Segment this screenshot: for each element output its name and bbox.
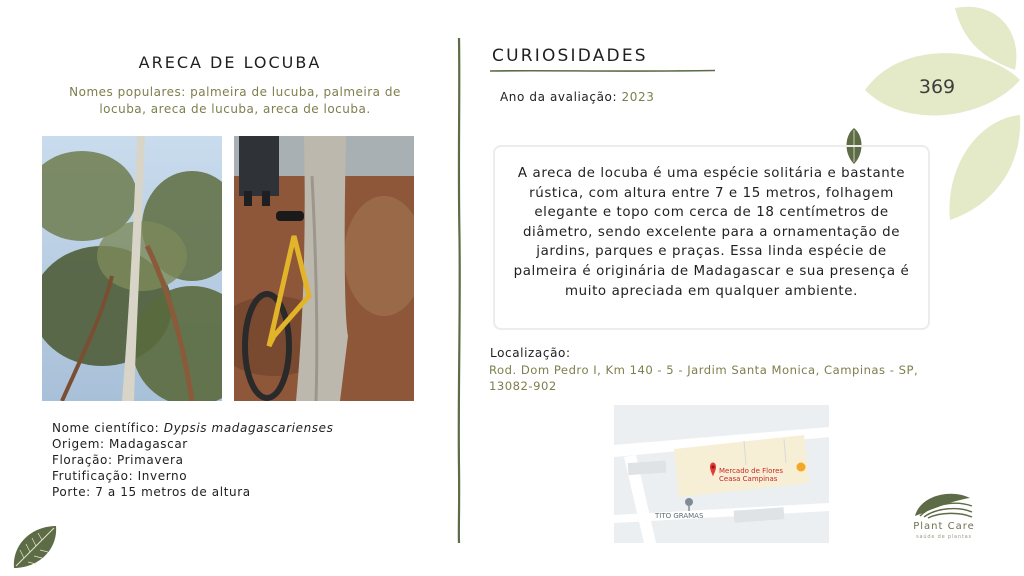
map-secondary-place: TITO GRAMAS <box>655 512 704 520</box>
curiosities-underline <box>490 68 715 74</box>
popular-names: Nomes populares: palmeira de lucuba, palmeira de locuba, areca de lucuba, areca de locuba. <box>69 85 401 116</box>
species-title: ARECA DE LOCUBA <box>138 53 322 72</box>
brand-name: Plant Care <box>913 521 975 532</box>
fruiting-row: Frutificação: Inverno <box>52 469 188 483</box>
flowering-row: Floração: Primavera <box>52 453 184 467</box>
brand-tagline: saúde de plantas <box>916 534 972 540</box>
palm-tree-photo <box>42 136 222 401</box>
scientific-name-label: Nome científico: <box>52 421 164 435</box>
map-place-name-line2: Ceasa Campinas <box>719 475 778 483</box>
bicycle-illustration <box>234 136 414 401</box>
map-place-name <box>719 467 783 483</box>
size-row: Porte: 7 a 15 metros de altura <box>52 485 251 499</box>
curiosities-text: A areca de locuba é uma espécie solitária e bastante rústica, com altura entre 7 e 15 metros, folhagem elegante e topo com cerca de 18 centímetros de diâmetro, sendo excelente para a ornamentação de jardins, parques e praças. Essa linda espécie de palmeira é originária de Madagascar e sua presença é muito apreciada em qualquer ambiente. <box>513 166 910 299</box>
location-address: Rod. Dom Pedro I, Km 140 - 5 - Jardim Santa Monica, Campinas - SP, 13082-902 <box>489 363 919 393</box>
vertical-divider <box>455 38 463 543</box>
leaf-icon-bottom-left <box>10 522 60 570</box>
origin-row: Origem: Madagascar <box>52 437 188 451</box>
curiosities-text-box <box>493 145 930 330</box>
leaf-shape-bottom <box>949 115 1020 220</box>
palm-tree-illustration <box>42 136 222 401</box>
map-place-name-line1: Mercado de Flores <box>719 467 784 475</box>
scientific-name-value: Dypsis madagascarienses <box>163 421 334 435</box>
species-facts <box>52 420 333 500</box>
location-label: Localização: <box>490 346 571 360</box>
bicycle-under-palm-photo <box>234 136 414 401</box>
page-number: 369 <box>918 76 956 98</box>
scientific-name-row <box>52 420 333 436</box>
evaluation-year-label: Ano da avaliação: <box>500 90 622 104</box>
evaluation-year <box>500 90 655 104</box>
evaluation-year-value: 2023 <box>621 90 655 104</box>
curiosities-title: CURIOSIDADES <box>492 46 648 66</box>
location-map[interactable] <box>614 405 829 543</box>
